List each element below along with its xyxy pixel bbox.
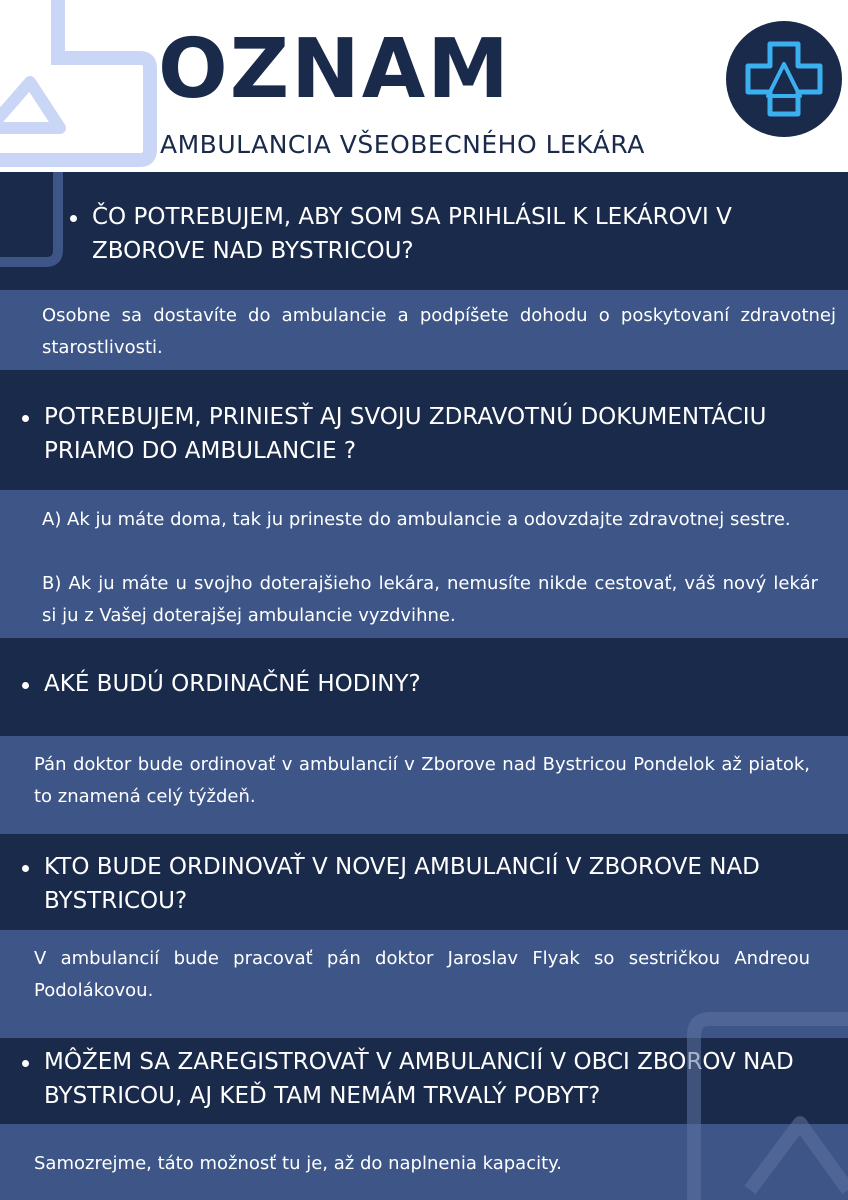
- question-text: MÔŽEM SA ZAREGISTROVAŤ V AMBULANCIÍ V OBCI ZBOROV NAD BYSTRICOU, AJ KEĎ TAM NEMÁM TRVALÝ POBYT?: [44, 1049, 794, 1109]
- bullet-icon: [22, 865, 29, 872]
- faq-answer-2: [0, 490, 848, 638]
- decorative-cross-outline-icon: [0, 0, 170, 170]
- answer-text: Samozrejme, táto možnosť tu je, až do naplnenia kapacity.: [34, 1153, 562, 1174]
- page-title: OZNAM: [158, 22, 511, 117]
- answer-text: V ambulancií bude pracovať pán doktor Jaroslav Flyak so sestričkou Andreou Podolákovou.: [34, 948, 810, 1001]
- question-text: ČO POTREBUJEM, ABY SOM SA PRIHLÁSIL K LEKÁROVI V ZBOROVE NAD BYSTRICOU?: [92, 204, 732, 264]
- header: [0, 0, 848, 172]
- faq-answer-3: [0, 736, 848, 834]
- decorative-corner-icon: [0, 172, 70, 272]
- faq-answer-1: [0, 290, 848, 370]
- question-text: POTREBUJEM, PRINIESŤ AJ SVOJU ZDRAVOTNÚ DOKUMENTÁCIU PRIAMO DO AMBULANCIE ?: [44, 404, 767, 464]
- answer-text-a: A) Ak ju máte doma, tak ju prineste do ambulancie a odovzdajte zdravotnej sestre.: [42, 509, 791, 530]
- faq-question-2: [0, 370, 848, 490]
- answer-text-b: B) Ak ju máte u svojho doterajšieho lekára, nemusíte nikde cestovať, váš nový lekár si ju z Vašej doterajšej ambulancie vyzdvihne.: [42, 573, 818, 626]
- decorative-cross-outline-icon: [650, 1005, 848, 1200]
- page-subtitle: AMBULANCIA VŠEOBECNÉHO LEKÁRA: [160, 130, 645, 159]
- medical-cross-icon: [722, 20, 846, 138]
- bullet-icon: [22, 1060, 29, 1067]
- faq-question-1: [0, 172, 848, 290]
- faq-question-3: [0, 638, 848, 736]
- answer-text: Pán doktor bude ordinovať v ambulancií v Zborove nad Bystricou Pondelok až piatok, to znamená celý týždeň.: [34, 754, 810, 807]
- question-text: AKÉ BUDÚ ORDINAČNÉ HODINY?: [44, 671, 421, 697]
- bullet-icon: [22, 415, 29, 422]
- answer-text: Osobne sa dostavíte do ambulancie a podpíšete dohodu o poskytovaní zdravotnej starostlivosti.: [42, 305, 836, 358]
- bullet-icon: [22, 682, 29, 689]
- faq-question-4: [0, 834, 848, 930]
- bullet-icon: [70, 215, 77, 222]
- question-text: KTO BUDE ORDINOVAŤ V NOVEJ AMBULANCIÍ V ZBOROVE NAD BYSTRICOU?: [44, 854, 760, 914]
